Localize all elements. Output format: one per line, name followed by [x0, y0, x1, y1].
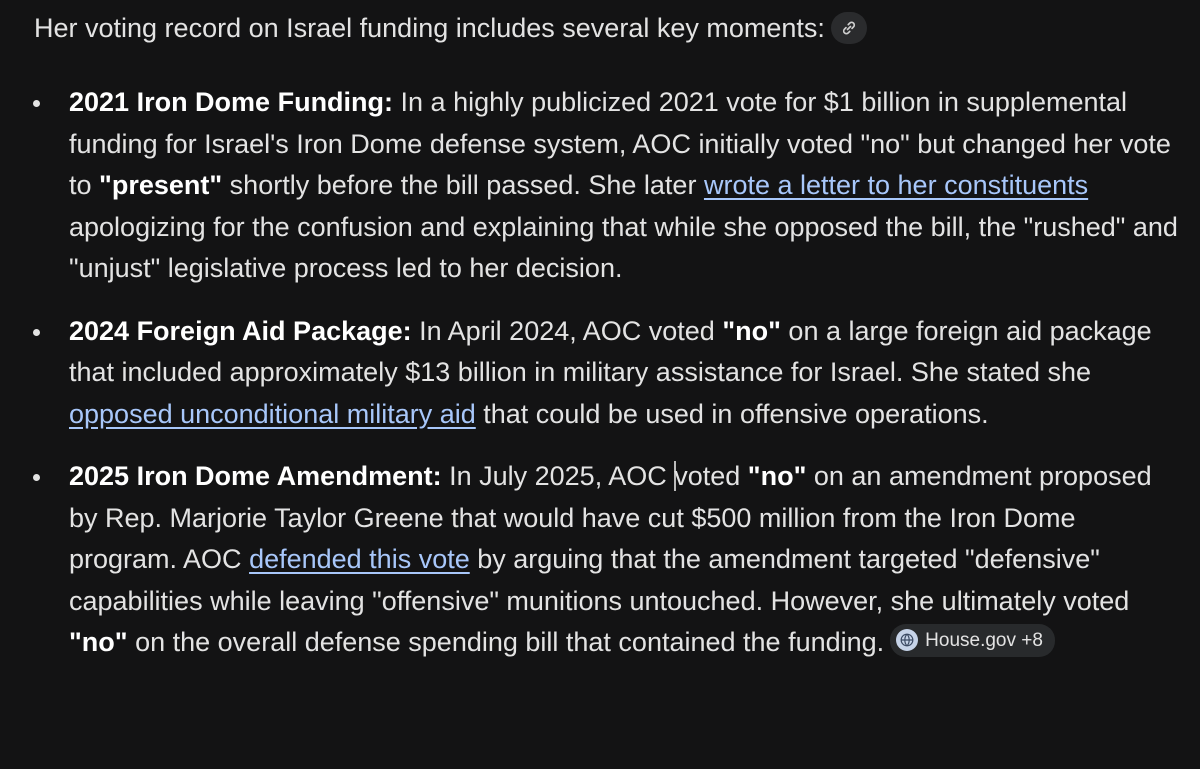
list-item-2024 — [34, 311, 1184, 436]
source-chip-button[interactable] — [890, 624, 1055, 657]
item-bold: "no" — [69, 627, 128, 657]
item-text: In a highly publicized 2021 vote for $1 billion in supplemental funding for Israel's Iron Dome defense system, AOC initially voted "no" but changed her vote to — [69, 87, 1171, 200]
item-bold: "present" — [99, 170, 223, 200]
item-text: on a large foreign aid package that included approximately $13 billion in military assistance for Israel. She stated she — [69, 315, 1152, 387]
bullet — [33, 100, 40, 107]
bullet — [33, 474, 40, 481]
source-label: House.gov +8 — [925, 629, 1043, 651]
list-item-2021 — [34, 82, 1184, 290]
key-moments-list — [34, 82, 1184, 664]
list-item-2025 — [34, 456, 1184, 664]
link-chip-button[interactable] — [831, 12, 867, 44]
item-text: by arguing that the amendment targeted "defensive" capabilities while leaving "offensive" munitions untouched. However, she ultimately voted — [69, 544, 1130, 616]
item-bold: "no" — [747, 461, 807, 491]
item-text: that could be used in offensive operations. — [475, 398, 989, 429]
letter-to-constituents-link[interactable]: wrote a letter to her constituents — [703, 170, 1089, 200]
item-title: 2021 Iron Dome Funding: — [69, 87, 394, 117]
item-text: on an amendment proposed by Rep. Marjorie Taylor Greene that would have cut $500 million from the Iron Dome program. AOC — [69, 461, 1152, 574]
response-content — [34, 8, 1184, 685]
item-text: shortly before the bill passed. She later — [222, 170, 704, 200]
item-title: 2024 Foreign Aid Package: — [69, 315, 412, 346]
intro-text: Her voting record on Israel funding includes several key moments: — [34, 13, 825, 43]
intro-paragraph — [34, 8, 1184, 48]
item-text: In April 2024, AOC voted — [411, 315, 723, 346]
defended-this-vote-link[interactable]: defended this vote — [249, 544, 470, 574]
item-text: on the overall defense spending bill that contained the funding. — [127, 627, 885, 657]
link-icon — [840, 19, 858, 37]
item-text: In July 2025, AOC — [441, 461, 675, 491]
bullet — [33, 329, 40, 336]
item-bold: "no" — [722, 315, 781, 346]
globe-icon — [896, 629, 918, 651]
item-text: apologizing for the confusion and explaining that while she opposed the bill, the "rushed" and "unjust" legislative process led to her decision. — [69, 211, 1178, 283]
unconditional-military-aid-link[interactable]: opposed unconditional military aid — [69, 398, 476, 429]
item-text: voted — [674, 461, 748, 491]
item-title: 2025 Iron Dome Amendment: — [69, 461, 442, 491]
